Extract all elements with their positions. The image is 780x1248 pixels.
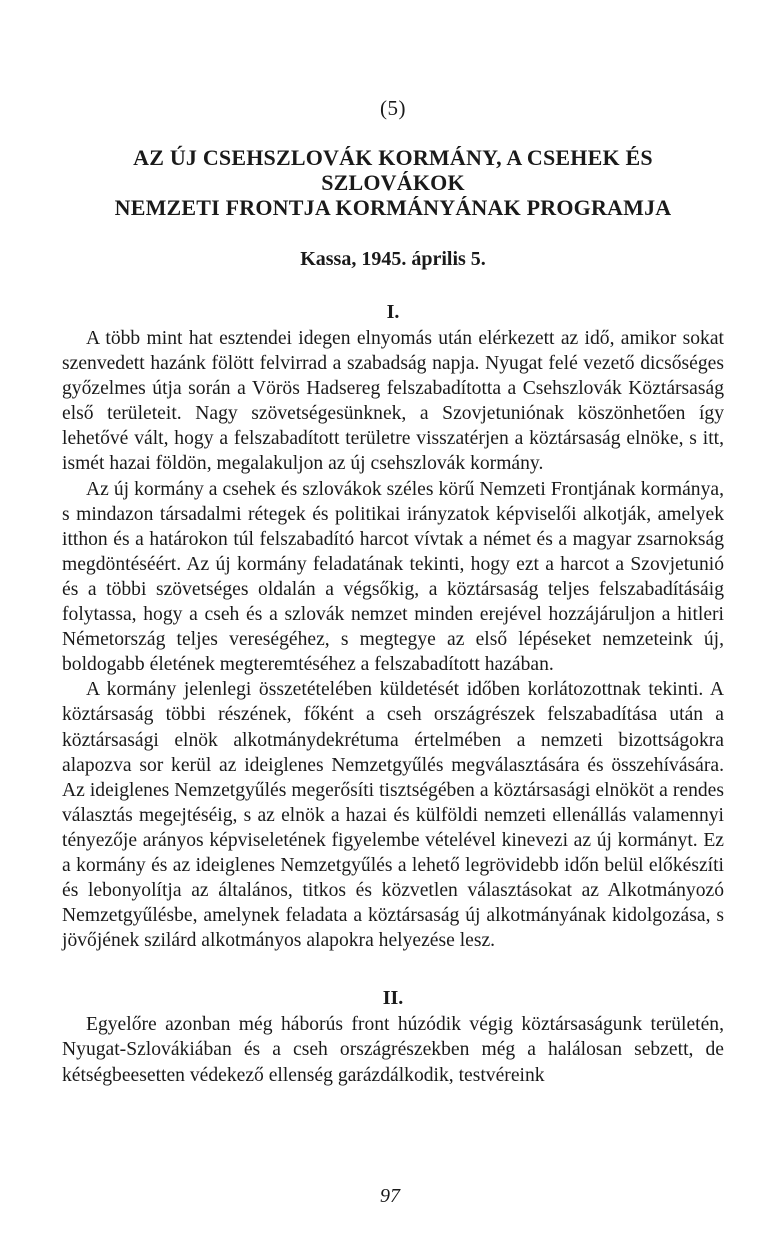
section-numeral: II. <box>382 987 404 1010</box>
section-1 <box>62 301 724 953</box>
document-number: (5) <box>380 96 406 120</box>
section-numeral: I. <box>386 301 400 323</box>
document-title-line: AZ ÚJ CSEHSZLOVÁK KORMÁNY, A CSEHEK ÉS SZLOVÁKOK <box>133 145 653 195</box>
section-2 <box>62 987 724 1087</box>
paragraph: Egyelőre azonban még háborús front húzódik végig köztársaságunk területén, Nyugat-Szlovákiában és a cseh országrészekben még a halálosan sebzett, de kétségbeesetten védekező ellenség garázdálkodik, testvéreink <box>62 1014 724 1086</box>
document-title <box>62 145 724 220</box>
paragraph: A kormány jelenlegi összetételében küldetését időben korlátozottnak tekinti. A köztársaság többi részének, főként a cseh országrészek felszabadítása után a köztársasági elnök alkotmánydekrétuma értelmében a nemzeti bizottságokra alapozva sor kerül az ideiglenes Nemzetgyűlés megválasztására és összehívására. Az ideiglenes Nemzetgyűlés megerősíti tisztségében a köztársasági elnököt a rendes választás megejtéséig, s az elnök a hazai és külföldi nemzeti ellenállás valamennyi tényezője arányos képviseletének figyelembe vételével kinevezi az új kormányt. Ez a kormány és az ideiglenes Nemzetgyűlés a lehető legrövidebb időn belül előkészíti és lebonyolítja az általános, titkos és közvetlen választásokat az Alkotmányozó Nemzetgyűlésbe, amelynek feladata a köztársaság új alkotmányának kidolgozása, s jövőjének szilárd alkotmányos alapokra helyezése lesz. <box>62 679 724 952</box>
document-page <box>62 96 724 1088</box>
document-date: Kassa, 1945. április 5. <box>300 248 486 270</box>
paragraph: A több mint hat esztendei idegen elnyomás után elérkezett az idő, amikor sokat szenvedett hazánk fölött felvirrad a szabadság napja. Nyugat felé vezető dicsőséges győzelmes útja során a Vörös Hadsereg felszabadította a Csehszlovák Köztársaság első területeit. Nagy szövetségesünknek, a Szovjetuniónak köszönhetően így lehetővé vált, hogy a felszabadított területre visszatérjen a köztársaság elnöke, s itt, ismét hazai földön, megalakuljon az új csehszlovák kormány. <box>62 328 724 475</box>
paragraph: Az új kormány a csehek és szlovákok széles körű Nemzeti Frontjának kormánya, s mindazon társadalmi rétegek és politikai irányzatok képviselői alkotják, amelyek itthon és a határokon túl felszabadító harcot vívtak a német és a magyar zsarnokság megdöntéséért. Az új kormány feladatának tekinti, hogy ezt a harcot a Szovjetunió és a többi szövetséges oldalán a végsőkig, a köztársaság teljes felszabadításáig folytassa, hogy a cseh és a szlovák nemzet minden erejével hozzájáruljon a hitleri Németország teljes vereségéhez, s megtegye az első lépéseket nemzeteink új, boldogabb életének megteremtéséhez a felszabadított hazában. <box>62 478 724 676</box>
document-title-line: NEMZETI FRONTJA KORMÁNYÁNAK PROGRAMJA <box>114 195 672 220</box>
page-number: 97 <box>380 1185 400 1207</box>
